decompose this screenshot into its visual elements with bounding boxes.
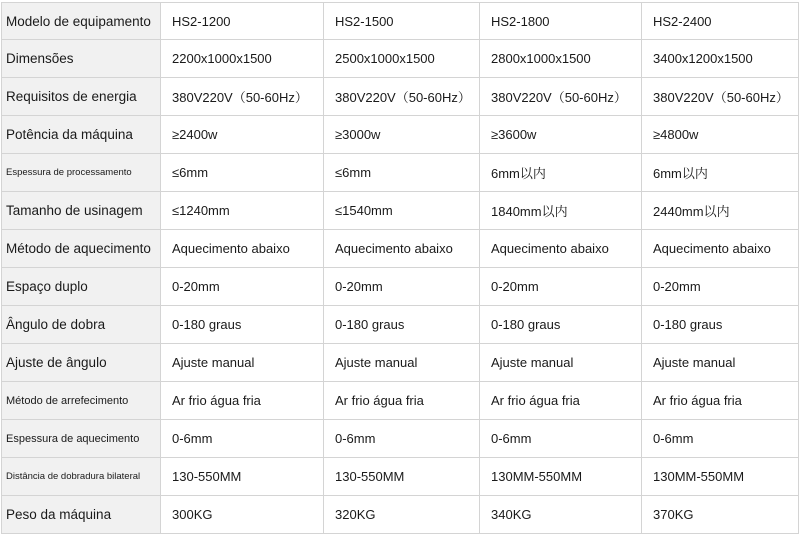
table-cell: ≥3000w: [324, 116, 480, 154]
table-cell: 6mm以内: [642, 154, 799, 192]
table-cell: Ajuste manual: [642, 344, 799, 382]
row-label: Dimensões: [2, 40, 161, 78]
row-label: Espaço duplo: [2, 268, 161, 306]
row-label: Método de aquecimento: [2, 230, 161, 268]
table-cell: Ar frio água fria: [480, 382, 642, 420]
table-row: [2, 496, 799, 534]
table-cell: Ar frio água fria: [642, 382, 799, 420]
table-cell: 2800x1000x1500: [480, 40, 642, 78]
table-cell: HS2-2400: [642, 3, 799, 40]
table-cell: Ajuste manual: [480, 344, 642, 382]
table-cell: HS2-1800: [480, 3, 642, 40]
table-cell: ≤1540mm: [324, 192, 480, 230]
table-cell: 320KG: [324, 496, 480, 534]
spec-table: [1, 2, 799, 534]
table-row: [2, 3, 799, 40]
table-cell: 0-6mm: [642, 420, 799, 458]
table-cell: 0-6mm: [161, 420, 324, 458]
table-cell: 380V220V（50-60Hz）: [161, 78, 324, 116]
table-row: [2, 420, 799, 458]
row-label: Potência da máquina: [2, 116, 161, 154]
table-cell: 0-180 graus: [480, 306, 642, 344]
table-cell: 0-20mm: [324, 268, 480, 306]
table-cell: 300KG: [161, 496, 324, 534]
table-cell: 0-6mm: [324, 420, 480, 458]
table-cell: 0-20mm: [642, 268, 799, 306]
table-row: [2, 116, 799, 154]
row-label: Espessura de aquecimento: [2, 420, 161, 458]
table-cell: 130MM-550MM: [642, 458, 799, 496]
table-row: [2, 192, 799, 230]
row-label: Peso da máquina: [2, 496, 161, 534]
table-row: [2, 268, 799, 306]
row-label: Ângulo de dobra: [2, 306, 161, 344]
table-row: [2, 40, 799, 78]
table-cell: 2200x1000x1500: [161, 40, 324, 78]
table-cell: ≤6mm: [161, 154, 324, 192]
table-cell: 0-20mm: [161, 268, 324, 306]
table-cell: HS2-1500: [324, 3, 480, 40]
table-cell: ≥3600w: [480, 116, 642, 154]
table-row: [2, 78, 799, 116]
table-row: [2, 154, 799, 192]
table-cell: Ar frio água fria: [161, 382, 324, 420]
table-cell: 130-550MM: [161, 458, 324, 496]
table-cell: Ajuste manual: [324, 344, 480, 382]
table-cell: 130-550MM: [324, 458, 480, 496]
table-cell: 380V220V（50-60Hz）: [642, 78, 799, 116]
table-cell: 340KG: [480, 496, 642, 534]
row-label: Distância de dobradura bilateral: [2, 458, 161, 496]
table-cell: Aquecimento abaixo: [324, 230, 480, 268]
table-cell: 0-20mm: [480, 268, 642, 306]
table-cell: Aquecimento abaixo: [161, 230, 324, 268]
table-cell: 0-6mm: [480, 420, 642, 458]
table-row: [2, 458, 799, 496]
table-cell: 0-180 graus: [324, 306, 480, 344]
table-cell: ≥4800w: [642, 116, 799, 154]
table-cell: ≥2400w: [161, 116, 324, 154]
spec-table-body: [2, 3, 799, 534]
table-cell: 130MM-550MM: [480, 458, 642, 496]
table-cell: 0-180 graus: [161, 306, 324, 344]
row-label: Ajuste de ângulo: [2, 344, 161, 382]
table-row: [2, 306, 799, 344]
row-label: Modelo de equipamento: [2, 3, 161, 40]
table-cell: 0-180 graus: [642, 306, 799, 344]
table-row: [2, 382, 799, 420]
table-cell: 2500x1000x1500: [324, 40, 480, 78]
table-cell: 380V220V（50-60Hz）: [324, 78, 480, 116]
table-cell: ≤6mm: [324, 154, 480, 192]
table-row: [2, 344, 799, 382]
table-cell: 6mm以内: [480, 154, 642, 192]
table-cell: 3400x1200x1500: [642, 40, 799, 78]
table-cell: ≤1240mm: [161, 192, 324, 230]
table-cell: Ar frio água fria: [324, 382, 480, 420]
table-cell: 1840mm以内: [480, 192, 642, 230]
row-label: Tamanho de usinagem: [2, 192, 161, 230]
row-label: Espessura de processamento: [2, 154, 161, 192]
table-row: [2, 230, 799, 268]
row-label: Requisitos de energia: [2, 78, 161, 116]
table-cell: Aquecimento abaixo: [480, 230, 642, 268]
table-cell: 380V220V（50-60Hz）: [480, 78, 642, 116]
table-cell: Aquecimento abaixo: [642, 230, 799, 268]
table-cell: Ajuste manual: [161, 344, 324, 382]
row-label: Método de arrefecimento: [2, 382, 161, 420]
table-cell: HS2-1200: [161, 3, 324, 40]
table-cell: 370KG: [642, 496, 799, 534]
table-cell: 2440mm以内: [642, 192, 799, 230]
